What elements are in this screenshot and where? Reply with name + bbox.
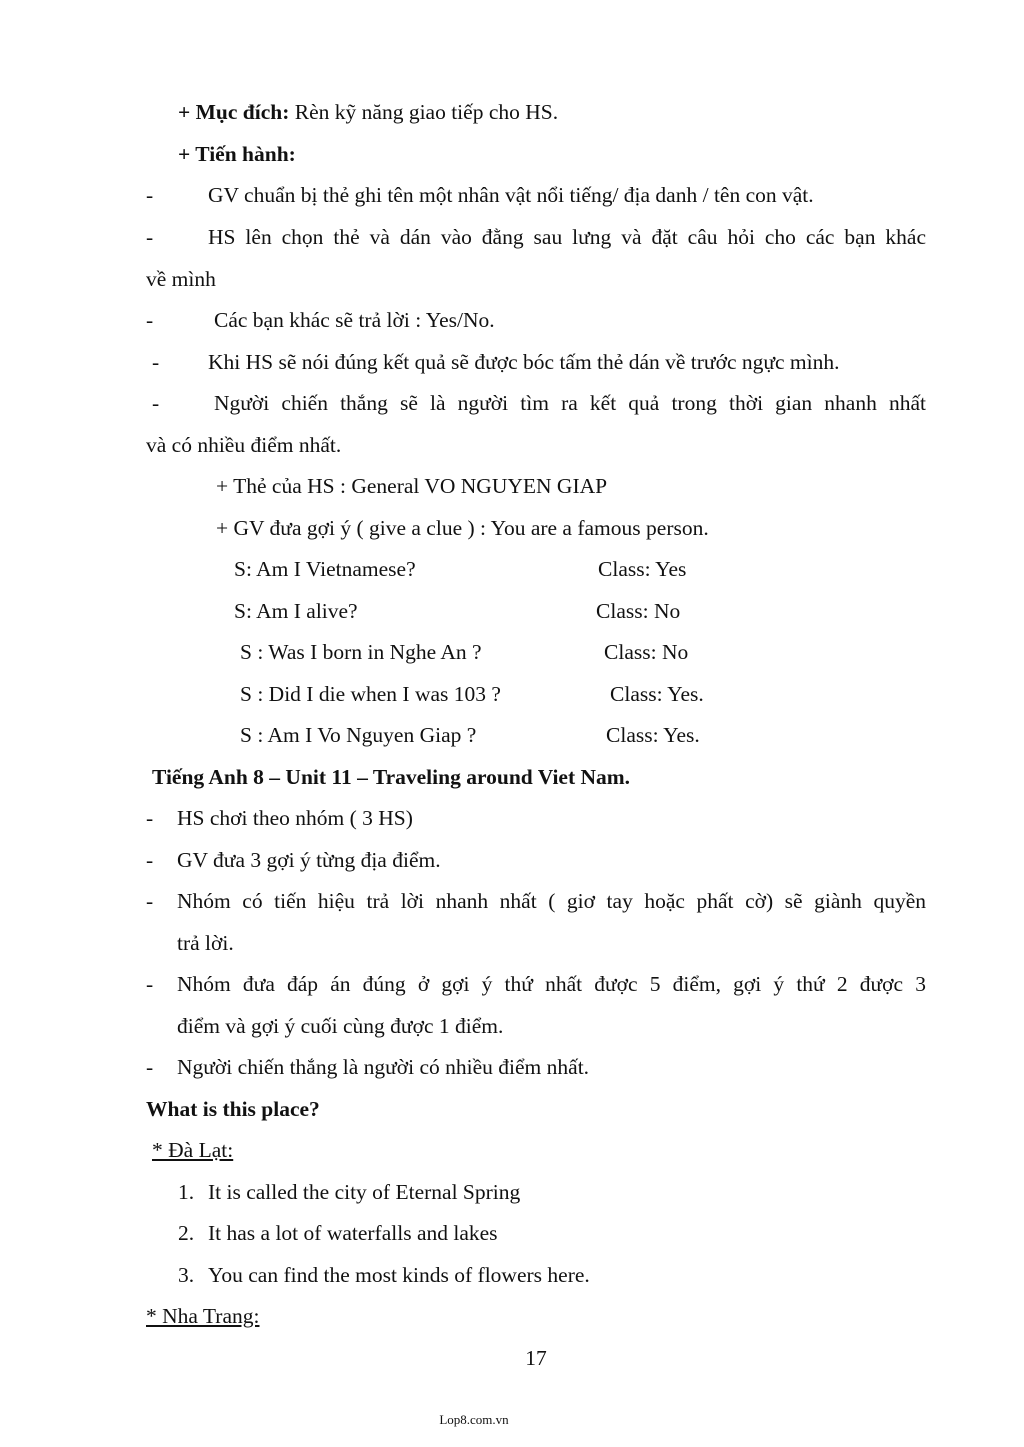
clue-text: You can find the most kinds of flowers here. (208, 1263, 590, 1287)
page-number: 17 (525, 1346, 547, 1370)
step-text: Các bạn khác sẽ trả lời : Yes/No. (214, 308, 495, 332)
dialogue-question: S : Am I Vo Nguyen Giap ? (240, 723, 477, 747)
dialogue-answer: Class: Yes. (610, 682, 704, 706)
rule-text: Người chiến thắng là người có nhiều điểm nhất. (177, 1055, 590, 1079)
step-bullet: - (146, 308, 154, 332)
place-title: * Nha Trang: (146, 1304, 260, 1328)
clue-text: It has a lot of waterfalls and lakes (208, 1221, 498, 1245)
rule-bullet: - (146, 889, 154, 913)
step-text: HS lên chọn thẻ và dán vào đằng sau lưng và đặt câu hỏi cho các bạn khác (208, 225, 926, 249)
dialogue-question: S : Was I born in Nghe An ? (240, 640, 482, 664)
dialogue-answer: Class: No (596, 599, 681, 623)
unit-heading: Tiếng Anh 8 – Unit 11 – Traveling around Viet Nam. (152, 765, 631, 789)
dialogue-question: S : Did I die when I was 103 ? (240, 682, 501, 706)
purpose-text: Rèn kỹ năng giao tiếp cho HS. (289, 100, 559, 124)
rule-bullet: - (146, 848, 154, 872)
dialogue-answer: Class: Yes (598, 557, 687, 581)
rule-continuation: trả lời. (177, 931, 234, 955)
step-bullet: - (152, 350, 160, 374)
purpose-label: + Mục đích: (178, 100, 290, 124)
step-text: Khi HS sẽ nói đúng kết quả sẽ được bóc tấm thẻ dán về trước ngực mình. (208, 350, 840, 374)
step-bullet: - (146, 225, 154, 249)
step-continuation: và có nhiều điểm nhất. (146, 433, 342, 457)
teacher-clue: + GV đưa gợi ý ( give a clue ) : You are a famous person. (216, 516, 709, 540)
step-text: GV chuẩn bị thẻ ghi tên một nhân vật nổi tiếng/ địa danh / tên con vật. (208, 183, 814, 207)
rule-text: GV đưa 3 gợi ý từng địa điểm. (177, 848, 441, 872)
rule-bullet: - (146, 1055, 154, 1079)
rule-text: Nhóm có tiến hiệu trả lời nhanh nhất ( giơ tay hoặc phất cờ) sẽ giành quyền (177, 889, 926, 913)
clue-number: 2. (178, 1221, 195, 1245)
rule-bullet: - (146, 806, 154, 830)
rule-bullet: - (146, 972, 154, 996)
dialogue-answer: Class: Yes. (606, 723, 700, 747)
step-text: Người chiến thắng sẽ là người tìm ra kết quả trong thời gian nhanh nhất (214, 391, 926, 415)
rule-text: HS chơi theo nhóm ( 3 HS) (177, 806, 413, 830)
clue-number: 1. (178, 1180, 195, 1204)
rule-continuation: điểm và gợi ý cuối cùng được 1 điểm. (177, 1014, 504, 1038)
clue-text: It is called the city of Eternal Spring (208, 1180, 521, 1204)
purpose-line (178, 99, 558, 125)
step-continuation: về mình (146, 267, 216, 291)
dialogue-question: S: Am I alive? (234, 599, 358, 623)
dialogue-answer: Class: No (604, 640, 689, 664)
step-bullet: - (146, 183, 154, 207)
procedure-label: + Tiến hành: (178, 142, 296, 166)
student-card: + Thẻ của HS : General VO NGUYEN GIAP (216, 474, 608, 498)
step-bullet: - (152, 391, 160, 415)
place-question: What is this place? (146, 1097, 320, 1121)
dialogue-question: S: Am I Vietnamese? (234, 557, 416, 581)
footer-source: Lop8.com.vn (439, 1412, 509, 1427)
place-title: * Đà Lạt: (152, 1138, 234, 1162)
rule-text: Nhóm đưa đáp án đúng ở gợi ý thứ nhất được 5 điểm, gợi ý thứ 2 được 3 (177, 972, 926, 996)
clue-number: 3. (178, 1263, 195, 1287)
